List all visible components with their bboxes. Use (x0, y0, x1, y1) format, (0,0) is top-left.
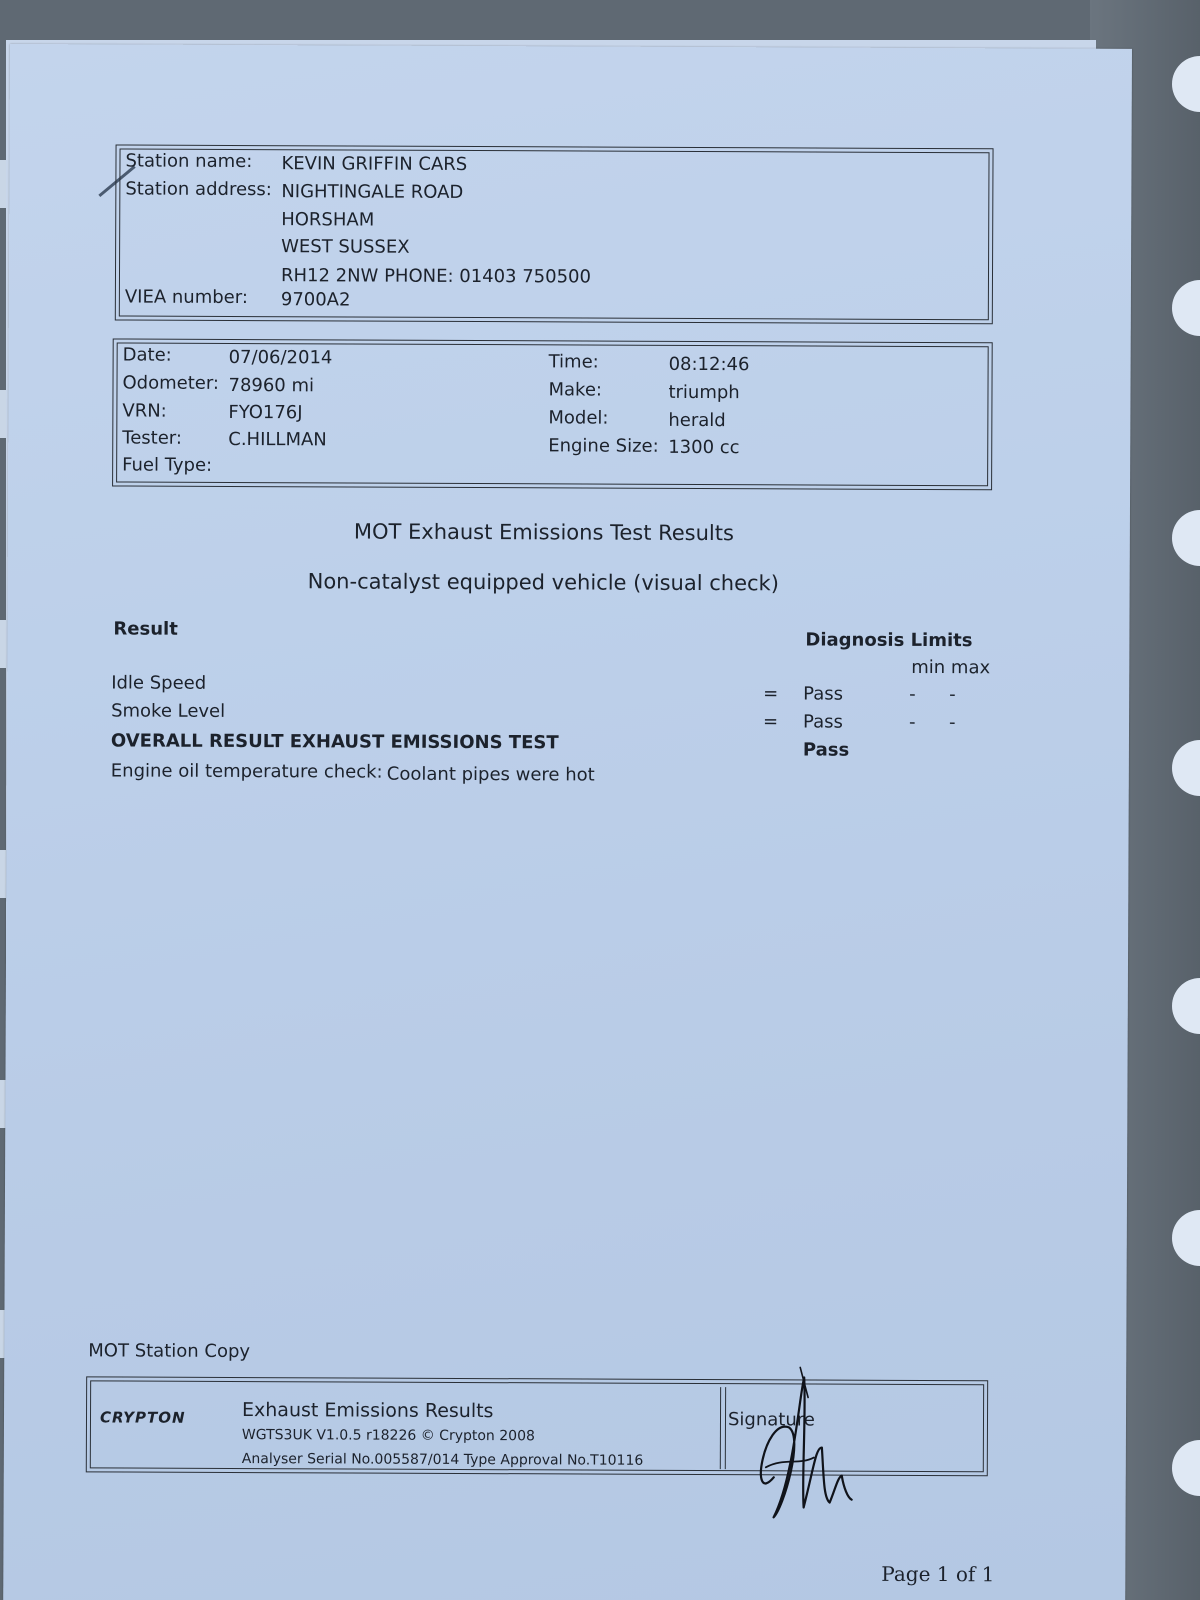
vrn-value: FYO176J (228, 401, 303, 424)
vrn-label: VRN: (122, 400, 167, 422)
oil-check-label: Engine oil temperature check: (110, 760, 383, 783)
result-row-min: - (909, 683, 916, 705)
model-label: Model: (548, 407, 609, 429)
product-title: Exhaust Emissions Results (241, 1399, 494, 1423)
result-row-label: Idle Speed (111, 672, 207, 694)
crypton-logo-text: CRYPTON (99, 1408, 186, 1427)
overall-result-value: Pass (802, 739, 850, 761)
time-value: 08:12:46 (668, 353, 750, 376)
document-page (3, 44, 1132, 1600)
result-row-result: Pass (803, 683, 844, 705)
fuel-type-label: Fuel Type: (122, 454, 213, 476)
viea-number-label: VIEA number: (124, 286, 248, 309)
time-label: Time: (548, 351, 599, 373)
date-label: Date: (122, 344, 172, 366)
station-address-line: WEST SUSSEX (281, 236, 410, 258)
report-subtitle: Non-catalyst equipped vehicle (visual check) (307, 569, 779, 596)
page-number: Page 1 of 1 (881, 1561, 995, 1587)
result-row-label: Smoke Level (111, 700, 226, 722)
model-value: herald (668, 409, 726, 432)
report-title: MOT Exhaust Emissions Test Results (353, 519, 735, 546)
result-row-equals: = (763, 683, 779, 705)
station-name: KEVIN GRIFFIN CARS (281, 153, 468, 175)
engine-size-value: 1300 cc (668, 436, 740, 459)
make-value: triumph (668, 381, 740, 404)
station-address-label: Station address: (125, 178, 272, 201)
overall-result-label: OVERALL RESULT EXHAUST EMISSIONS TEST (110, 730, 559, 754)
result-row-max: - (949, 684, 956, 706)
make-label: Make: (548, 379, 603, 401)
date-value: 07/06/2014 (228, 346, 333, 369)
result-row-max: - (949, 712, 956, 734)
oil-check-value: Coolant pipes were hot (386, 763, 595, 786)
signature-label: Signature (727, 1409, 815, 1431)
min-max-header: min max (911, 656, 991, 679)
station-info-box (119, 148, 990, 320)
result-row-min: - (909, 711, 916, 733)
station-address-line: RH12 2NW PHONE: 01403 750500 (280, 265, 592, 288)
handwritten-signature (744, 1357, 855, 1527)
analyser-serial: Analyser Serial No.005587/014 Type Approval No.T10116 (241, 1451, 644, 1469)
result-header: Result (113, 618, 178, 640)
odometer-label: Odometer: (122, 372, 220, 394)
station-address-line: NIGHTINGALE ROAD (281, 181, 464, 203)
engine-size-label: Engine Size: (548, 435, 659, 457)
station-name-label: Station name: (125, 150, 253, 173)
odometer-value: 78960 mi (228, 374, 315, 397)
tester-value: C.HILLMAN (228, 428, 327, 451)
signature-divider (720, 1387, 726, 1469)
result-row-result: Pass (803, 711, 843, 733)
viea-number: 9700A2 (280, 289, 351, 311)
station-address-line: HORSHAM (281, 209, 375, 231)
crypton-logo (100, 1408, 186, 1426)
tester-label: Tester: (122, 427, 182, 449)
diagnosis-limits-header: Diagnosis Limits (805, 629, 973, 652)
software-version: WGTS3UK V1.0.5 r18226 © Crypton 2008 (241, 1427, 535, 1445)
station-copy-label: MOT Station Copy (88, 1340, 251, 1363)
result-row-equals: = (763, 711, 779, 733)
